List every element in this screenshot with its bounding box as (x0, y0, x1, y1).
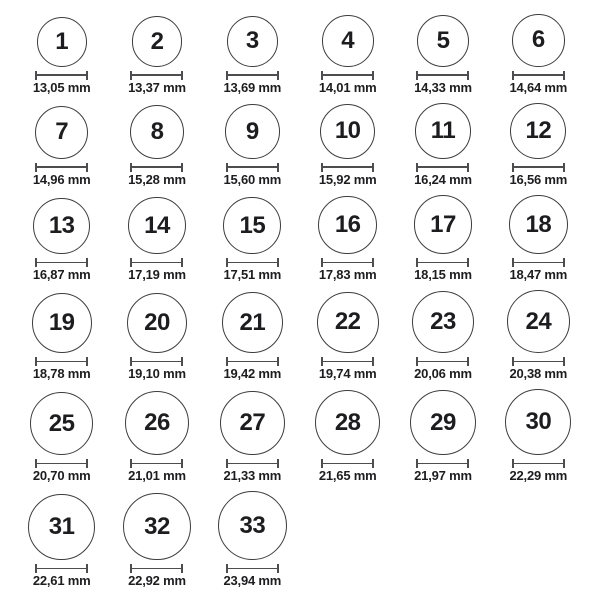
ring-diameter-label: 15,28 mm (128, 171, 186, 187)
ring-circle (33, 198, 90, 255)
ring-diameter-label: 14,01 mm (318, 79, 377, 95)
ring-number: 6 (531, 26, 545, 54)
ring-number: 11 (430, 117, 456, 145)
ring-size-item (317, 292, 379, 382)
ring-size-item (223, 16, 281, 95)
ring-diameter-label: 19,42 mm (223, 366, 282, 382)
ring-diameter-label: 18,47 mm (509, 267, 568, 283)
diameter-measure-line (130, 258, 183, 267)
diameter-measure-line (416, 258, 469, 267)
ring-diameter-label: 16,24 mm (414, 171, 472, 187)
diameter-measure-line (321, 357, 374, 366)
ring-circle (410, 390, 476, 456)
ring-number: 18 (525, 210, 552, 238)
diameter-measure-line (416, 459, 469, 468)
diameter-measure-line (512, 163, 565, 172)
ring-diameter-label: 19,74 mm (318, 366, 377, 382)
ring-number: 24 (525, 307, 552, 335)
ring-circle (123, 493, 190, 560)
ring-number: 23 (430, 308, 456, 336)
ring-size-item (315, 390, 380, 483)
ring-circle (222, 292, 283, 353)
ring-size-item (32, 293, 92, 381)
ring-circle (125, 391, 189, 455)
ring-size-item (505, 389, 571, 483)
ring-size-item (127, 293, 188, 382)
ring-circle (320, 104, 375, 159)
diameter-measure-line (416, 357, 469, 366)
ring-diameter-label: 14,64 mm (509, 79, 568, 95)
diameter-measure-line (35, 564, 88, 573)
ring-diameter-label: 23,94 mm (223, 573, 282, 589)
ring-diameter-label: 19,10 mm (128, 366, 186, 382)
diameter-measure-line (226, 564, 279, 573)
ring-diameter-label: 14,96 mm (32, 171, 91, 187)
diameter-measure-line (416, 71, 469, 80)
ring-number: 17 (430, 210, 456, 238)
ring-number: 28 (334, 408, 361, 436)
ring-size-item (410, 390, 476, 484)
ring-number: 27 (239, 409, 266, 437)
diameter-measure-line (226, 258, 279, 267)
ring-size-item (509, 103, 567, 187)
ring-number: 25 (48, 409, 75, 437)
ring-diameter-label: 16,56 mm (509, 171, 568, 187)
ring-circle (218, 491, 287, 560)
ring-circle (318, 196, 376, 254)
diameter-measure-line (226, 71, 279, 80)
ring-diameter-label: 21,97 mm (414, 468, 472, 484)
ring-number: 4 (341, 26, 355, 54)
ring-diameter-label: 15,60 mm (223, 171, 282, 187)
diameter-measure-line (130, 357, 183, 366)
diameter-measure-line (416, 163, 469, 172)
ring-circle (509, 195, 568, 254)
ring-diameter-label: 21,65 mm (318, 468, 377, 484)
ring-number: 9 (245, 117, 259, 145)
ring-circle (30, 392, 93, 455)
ring-diameter-label: 14,33 mm (414, 79, 472, 95)
ring-size-item (509, 195, 568, 282)
ring-number: 31 (48, 513, 75, 541)
ring-diameter-label: 18,15 mm (414, 267, 472, 283)
ring-size-item (319, 15, 377, 95)
ring-diameter-label: 22,92 mm (128, 573, 186, 589)
ring-circle (37, 17, 87, 67)
diameter-measure-line (130, 564, 183, 573)
ring-circle (132, 16, 183, 67)
ring-size-item (28, 494, 95, 589)
ring-circle (28, 494, 95, 561)
ring-size-item (318, 196, 376, 282)
ring-size-item (414, 195, 473, 282)
ring-circle (414, 195, 473, 254)
ring-circle (225, 104, 279, 158)
ring-number: 15 (239, 211, 266, 239)
ring-number: 10 (334, 117, 361, 145)
ring-diameter-label: 17,83 mm (318, 267, 377, 283)
ring-circle (417, 15, 469, 67)
ring-number: 2 (150, 27, 164, 55)
ring-number: 21 (239, 308, 266, 336)
ring-number: 14 (144, 211, 170, 239)
ring-circle (317, 292, 379, 354)
ring-circle (223, 197, 281, 255)
ring-diameter-label: 13,69 mm (223, 79, 282, 95)
ring-number: 32 (144, 512, 170, 540)
ring-diameter-label: 18,78 mm (32, 366, 91, 382)
ring-size-item (223, 197, 281, 283)
diameter-measure-line (321, 71, 374, 80)
ring-size-item (128, 105, 186, 187)
diameter-measure-line (130, 163, 183, 172)
ring-size-item (128, 16, 186, 95)
ring-circle (512, 14, 565, 67)
ring-size-item (128, 197, 186, 282)
diameter-measure-line (512, 258, 565, 267)
ring-circle (130, 105, 184, 159)
ring-size-item (319, 104, 377, 187)
diameter-measure-line (226, 357, 279, 366)
ring-diameter-label: 20,06 mm (414, 366, 472, 382)
diameter-measure-line (512, 459, 565, 468)
ring-number: 30 (525, 408, 552, 436)
ring-size-item (218, 491, 287, 588)
ring-number: 19 (48, 309, 75, 337)
diameter-measure-line (321, 163, 374, 172)
diameter-measure-line (130, 71, 183, 80)
ring-number: 5 (436, 26, 450, 54)
ring-size-item (414, 15, 472, 95)
ring-size-item (30, 392, 93, 483)
ring-diameter-label: 21,33 mm (223, 468, 282, 484)
ring-circle (35, 106, 88, 159)
ring-diameter-label: 20,70 mm (32, 468, 91, 484)
ring-diameter-label: 22,29 mm (509, 468, 568, 484)
ring-circle (412, 291, 474, 353)
ring-number: 16 (334, 211, 361, 239)
ring-circle (227, 16, 278, 67)
ring-circle (507, 290, 570, 353)
diameter-measure-line (35, 459, 88, 468)
ring-number: 22 (334, 308, 361, 336)
diameter-measure-line (512, 71, 565, 80)
ring-number: 20 (144, 308, 170, 336)
ring-diameter-label: 13,05 mm (32, 79, 91, 95)
diameter-measure-line (35, 163, 88, 172)
diameter-measure-line (35, 71, 88, 80)
ring-number: 13 (48, 212, 75, 240)
ring-size-item (125, 391, 189, 483)
ring-number: 3 (245, 27, 259, 55)
ring-diameter-label: 16,87 mm (32, 267, 91, 283)
ring-circle (510, 103, 566, 159)
ring-size-item (509, 14, 567, 95)
ring-diameter-label: 21,01 mm (128, 468, 186, 484)
ring-size-item (123, 493, 190, 588)
ring-number: 26 (144, 409, 170, 437)
ring-diameter-label: 20,38 mm (509, 366, 568, 382)
ring-circle (220, 391, 284, 455)
ring-size-item (33, 17, 91, 95)
ring-number: 29 (430, 408, 456, 436)
ring-size-item (33, 106, 91, 187)
diameter-measure-line (512, 357, 565, 366)
ring-number: 7 (55, 118, 69, 146)
ring-size-item (414, 103, 472, 187)
ring-diameter-label: 13,37 mm (128, 79, 186, 95)
ring-diameter-label: 17,51 mm (223, 267, 282, 283)
diameter-measure-line (35, 357, 88, 366)
ring-number: 1 (55, 27, 69, 55)
ring-diameter-label: 22,61 mm (32, 573, 91, 589)
diameter-measure-line (130, 459, 183, 468)
ring-circle (322, 15, 374, 67)
ring-size-item (223, 104, 281, 186)
ring-circle (32, 293, 92, 353)
ring-number: 12 (525, 116, 552, 144)
ring-circle (415, 103, 471, 159)
ring-diameter-label: 17,19 mm (128, 267, 186, 283)
ring-size-item (222, 292, 283, 381)
ring-size-item (220, 391, 284, 483)
ring-circle (505, 389, 571, 455)
diameter-measure-line (35, 258, 88, 267)
ring-diameter-label: 15,92 mm (318, 171, 377, 187)
ring-number: 8 (150, 117, 164, 145)
ring-size-item (33, 198, 91, 283)
ring-circle (315, 390, 380, 455)
ring-circle (127, 293, 188, 354)
ring-number: 33 (239, 511, 266, 539)
diameter-measure-line (226, 163, 279, 172)
ring-circle (128, 197, 185, 254)
ring-grid (14, 14, 586, 588)
diameter-measure-line (321, 459, 374, 468)
diameter-measure-line (226, 459, 279, 468)
ring-size-item (507, 290, 570, 381)
ring-size-item (412, 291, 474, 381)
diameter-measure-line (321, 258, 374, 267)
